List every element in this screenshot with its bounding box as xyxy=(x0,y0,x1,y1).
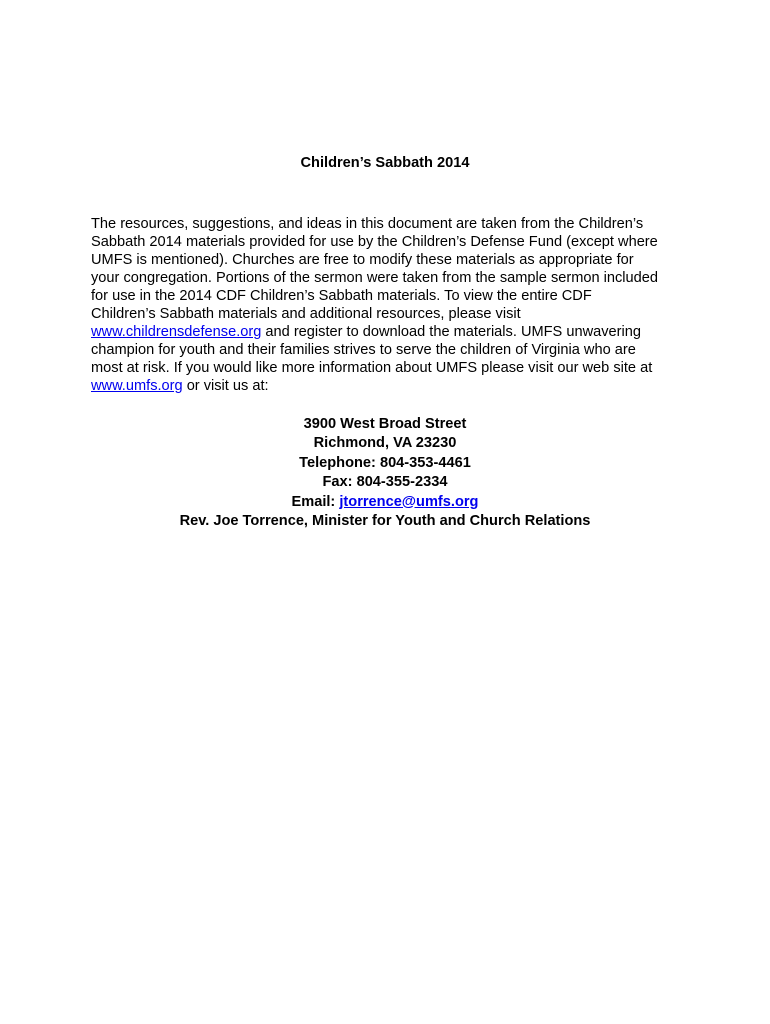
telephone-number: Telephone: 804-353-4461 xyxy=(299,454,471,471)
paragraph-line: most at risk. If you would like more information about UMFS please visit our web site at xyxy=(91,360,653,376)
umfs-website-link[interactable]: www.umfs.org xyxy=(91,378,183,394)
paragraph-line: UMFS is mentioned). Churches are free to modify these materials as appropriate for xyxy=(91,252,634,268)
paragraph-line xyxy=(91,377,691,395)
street-address: 3900 West Broad Street xyxy=(303,416,467,432)
paragraph-line: champion for youth and their families strives to serve the children of Virginia who are xyxy=(91,342,636,358)
childrensdefense-link[interactable]: www.childrensdefense.org xyxy=(91,324,262,340)
paragraph-line: for use in the 2014 CDF Children’s Sabbath materials. To view the entire CDF xyxy=(91,288,592,304)
paragraph-line: The resources, suggestions, and ideas in this document are taken from the Children’s xyxy=(91,216,644,232)
document-title: Children’s Sabbath 2014 xyxy=(300,155,470,171)
email-label: Email: xyxy=(291,493,340,510)
fax-number: Fax: 804-355-2334 xyxy=(322,474,448,491)
city-state-zip: Richmond, VA 23230 xyxy=(313,435,457,452)
paragraph-line: your congregation. Portions of the sermon were taken from the sample sermon included xyxy=(91,270,659,286)
signature-line: Rev. Joe Torrence, Minister for Youth and Church Relations xyxy=(179,513,591,530)
contact-block xyxy=(0,415,770,531)
email-link[interactable]: jtorrence@umfs.org xyxy=(339,493,479,510)
paragraph-line: Children’s Sabbath materials and additional resources, please visit xyxy=(91,306,521,322)
email-line xyxy=(0,493,770,512)
paragraph-text: and register to download the materials. UMFS unwavering xyxy=(261,324,641,340)
paragraph-line xyxy=(91,323,691,341)
intro-paragraph xyxy=(91,215,691,395)
paragraph-line: Sabbath 2014 materials provided for use by the Children’s Defense Fund (except where xyxy=(91,234,658,250)
paragraph-text: or visit us at: xyxy=(182,378,269,394)
